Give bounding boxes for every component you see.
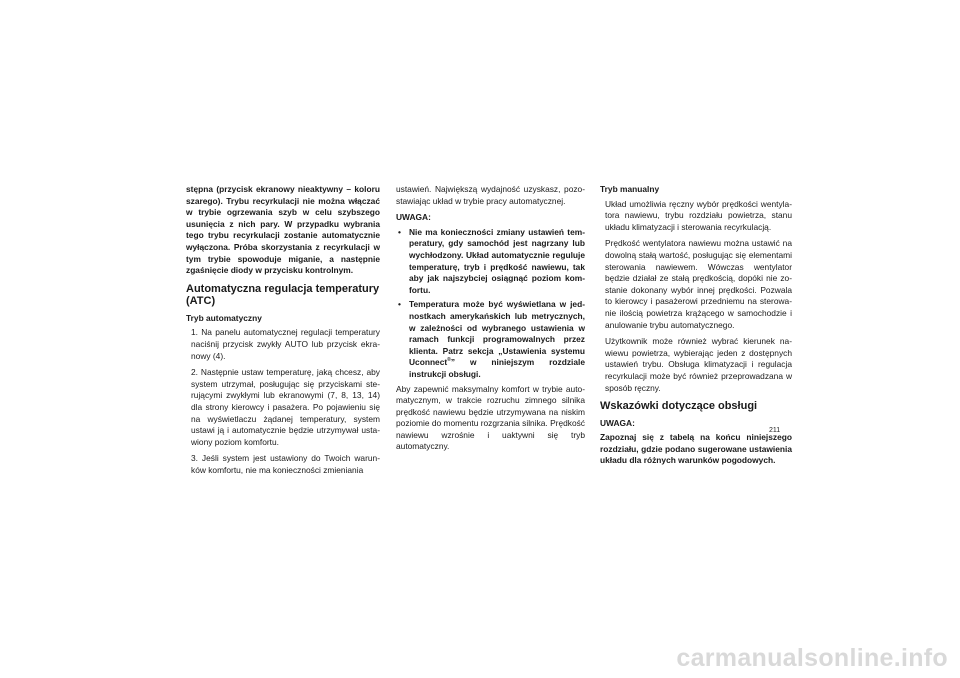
step-1: 1. Na panelu automatycznej regulacji temperatury naciśnij przycisk zwykły AUTO lub przycisk ekranowy (4). (191, 327, 380, 361)
note-label: UWAGA: (396, 212, 431, 223)
step-2: 2. Następnie ustaw temperaturę, jaką chcesz, aby system utrzymał, posługując się przyciskami sterującymi zwykłymi lub ekranowymi (7, 8, 13, 14) dla strony kierowcy i pasażera. Po pojawieniu się na wyświetlaczu żądanej temperatury, system ustawi ją i automatycznie będzie utrzymywał ustawiony poziom komfortu. (191, 367, 380, 447)
watermark: carmanualsonline.info (676, 644, 948, 672)
section-heading-operating-tips: Wskazówki dotyczące obsługi (600, 400, 758, 413)
note-bullet-units (396, 299, 585, 380)
subheading-automatic-mode: Tryb automatyczny (186, 312, 262, 323)
manual-mode-paragraph-3: Użytkownik może również wybrać kierunek nawiewu powietrza, wybierając jeden z dostępnych ustawień trybu. Obsługa klimatyzacji i regulacja recyrkulacji może być również przeprowadzana w sposób ręczny. (605, 336, 792, 393)
manual-mode-paragraph-1: Układ umożliwia ręczny wybór prędkości wentylatora nawiewu, trybu rozdziału powietrza, stanu układu klimatyzacji i sterowania recyrkulacją. (605, 198, 792, 232)
manual-mode-paragraph-2: Prędkość wentylatora nawiewu można ustawić na dowolną stałą wartość, posługując się elementami sterowania nawiewem. Wówczas wentylator będzie działał ze stałą prędkością, dopóki nie zostanie dokonany wybór innej prędkości. Pozwala to kierowcy i pasażerowi przedniemu na sterowanie ilością powietrza krążącego w samochodzie i anulowanie trybu automatycznego. (605, 238, 792, 330)
max-comfort-paragraph: Aby zapewnić maksymalny komfort w trybie automatycznym, w trakcie rozruchu zimnego silnika prędkość nawiewu będzie utrzymywana na niskim poziomie do momentu rozgrzania silnika. Prędkość nawiewu wzrośnie i uaktywni się tryb automatyczny. (396, 383, 585, 452)
step-3: 3. Jeśli system jest ustawiony do Twoich warunków komfortu, nie ma konieczności zmieniania (191, 453, 380, 475)
text-column-right (600, 184, 792, 472)
text-column-middle (396, 184, 585, 458)
note-bullet-units-text: Temperatura może być wyświetlana w jednostkach amerykańskich lub metrycznych, w zależności od wybranego ustawienia w ramach funkcji programowalnych przez klienta. Patrz sekcja „Ustawienia systemu Uconnect (409, 299, 585, 368)
tips-note-paragraph: Zapoznaj się z tabelą na końcu niniejszego rozdziału, gdzie podano sugerowane ustawienia układu dla różnych warunków pogodowych. (600, 432, 792, 466)
page-number: 211 (769, 427, 781, 434)
note-label-tips: UWAGA: (600, 417, 635, 428)
registered-mark: ® (447, 357, 451, 364)
text-column-left (186, 184, 380, 481)
note-bullet-temperature-change: • Nie ma konieczności zmiany ustawień temperatury, gdy samochód jest nagrzany lub wychłodzony. Układ automatycznie reguluje temperaturę, tryb i prędkość nawiewu, tak aby jak najszybciej osiągnąć poziom komfortu. (396, 227, 585, 297)
recirculation-continued-paragraph: stępna (przycisk ekranowy nieaktywny – koloru szarego). Trybu recyrkulacji nie można włączać w trybie ogrzewania szyb w celu szybszego usunięcia z nich pary. W przypadku wybrania tego trybu recyrkulacji zostanie automatycznie wyłączona. Próba skorzystania z recyrkulacji w tym trybie spowoduje miganie, a następnie zgaśnięcie diody w przycisku kontrolnym. (186, 184, 380, 276)
subheading-manual-mode: Tryb manualny (600, 184, 660, 194)
settings-paragraph: ustawień. Największą wydajność uzyskasz, pozostawiając układ w trybie pracy automatycznej. (396, 184, 585, 206)
section-heading-atc: Automatyczna regulacja temperatury (ATC) (186, 282, 380, 308)
note-bullet-units-text-end: ” w niniejszym rozdziale instrukcji obsługi. (409, 357, 585, 379)
